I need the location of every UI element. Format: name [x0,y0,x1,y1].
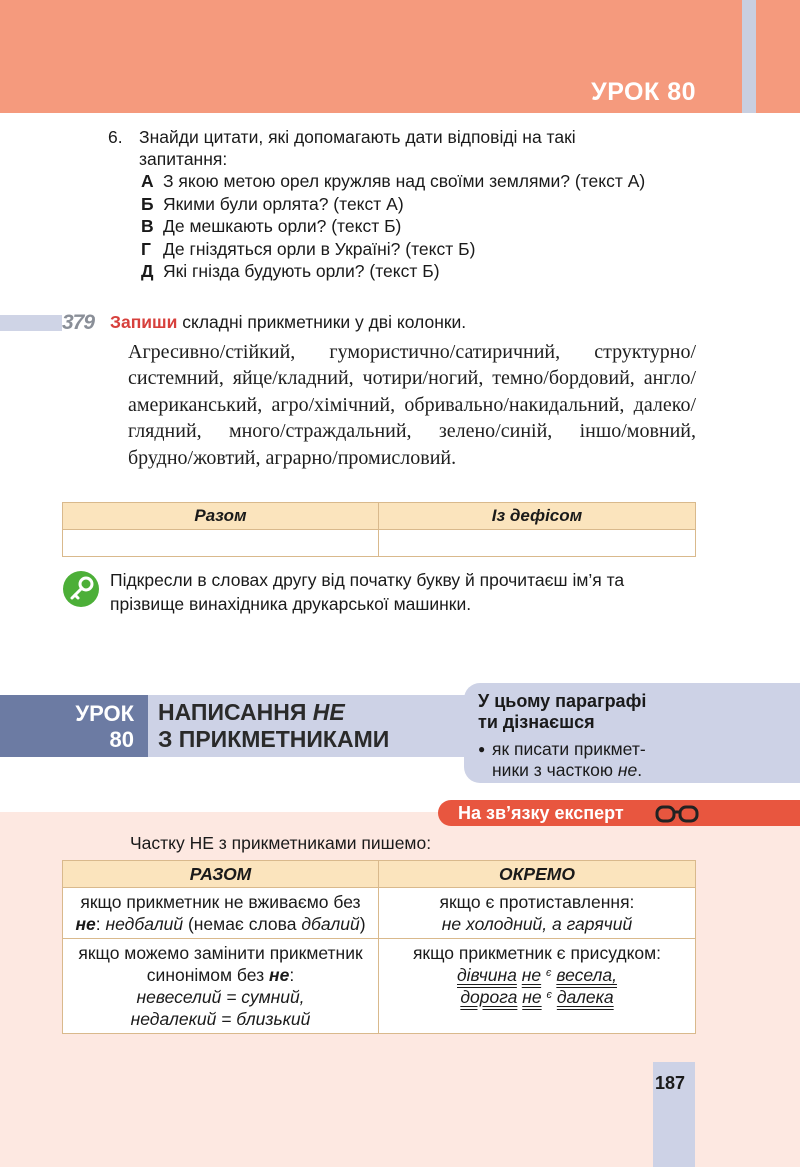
column-header: Разом [63,503,379,530]
exercise-marker-bar [0,315,62,331]
predicate-word: не [522,987,542,1007]
column-header: РАЗОМ [63,861,379,888]
rule-particle: не [75,914,96,934]
tip-text: Підкресли в словах другу від початку букву й прочитаєш ім’я та прізвище винахідника друкарської машинки. [110,570,625,614]
rule-cell-together [63,939,379,1034]
rule-text: якщо можемо замінити прикметник синонімом без [78,943,363,985]
learn-card-title-2: ти дізнаєшся [478,712,595,732]
learn-card-title: У цьому параграфі [478,691,647,711]
item-letter: Г [141,238,151,259]
task-number: 6. [108,127,123,147]
learn-item-text-2: ники з часткою [492,760,618,780]
lesson-title [148,695,468,757]
rule-text: якщо прикметник не вживаємо без [80,892,361,912]
lesson-badge-label: УРОК [75,701,134,726]
list-item [141,260,661,283]
rule-particle: не [269,965,290,985]
rule-cell-together [63,888,379,939]
rule-example: недбалий [105,914,184,934]
lesson-title-line2: З ПРИКМЕТНИКАМИ [158,726,390,752]
subject-word: дорога [460,987,518,1007]
omitted-verb: є [546,989,552,1001]
predicate-word: не [521,965,542,985]
question-list [141,170,661,283]
learn-item-end: . [637,760,643,780]
predicate-word: весела, [556,965,617,985]
exercise-words: Агресивно/стійкий, гумористично/сатиричний, структурно/системний, яйце/кладний, чотири/ногий, темно/бордовий, англо/американський, агро/хімічний, обривально/накидальний, далеко/глядний, много/страждальний, зелено/синій, іншо/мовний, брудно/жовтий, аграрно/промисловий. [128,341,696,469]
item-letter: Д [141,261,154,281]
list-item [141,193,661,216]
rule-cell-separate [379,888,696,939]
predicate-example [385,964,689,986]
predicate-word: далека [556,987,614,1007]
lesson-badge-number: 80 [109,727,134,752]
column-header: ОКРЕМО [379,861,696,888]
rule-example: дбалий [301,914,360,934]
item-text: Які гнізда будують орли? (текст Б) [163,261,440,281]
subject-word: дівчина [457,965,517,985]
rule-text: : [95,914,106,934]
lesson-title-part: НАПИСАННЯ [158,699,313,725]
item-letter: А [141,171,154,191]
list-item [141,238,661,261]
predicate-example [385,986,689,1008]
learn-item-particle: не [617,760,638,780]
rule-text: ) [359,914,366,934]
lesson-badge [0,695,148,757]
list-item [141,215,661,238]
header-gap [742,0,756,113]
rule-example: невеселий = сумний, [136,987,305,1007]
omitted-verb: є [546,967,552,979]
list-item [141,170,661,193]
rule-example: недалекий = близький [130,1009,311,1029]
item-text: Якими були орлята? (текст А) [163,193,404,214]
page-number: 187 [655,1073,686,1093]
answer-cell[interactable] [63,530,379,557]
page-lesson-label: УРОК 80 [591,78,696,106]
exercise-number: 379 [62,311,95,334]
column-header: Із дефісом [379,503,696,530]
item-text: Де мешкають орли? (текст Б) [163,216,402,236]
rule-cell-separate [379,939,696,1034]
rule-example: не холодний, а гарячий [441,914,633,934]
key-icon [63,571,99,607]
rule-text: якщо прикметник є присудком: [412,943,662,963]
glasses-icon [654,802,700,826]
table-row [63,888,696,939]
learn-card-item [478,739,786,781]
learn-item-text: як писати прикмет- [492,739,646,759]
rule-text: якщо є протиставлення: [439,892,635,912]
task-keyword: Запиши [110,312,178,332]
task-text: Знайди цитати, які допомагають дати відповіді на такі запитання: [139,127,576,169]
rules-intro: Частку НЕ з прикметниками пишемо: [130,833,432,853]
lesson-title-particle: НЕ [312,699,345,725]
rules-table [62,860,696,1034]
answer-table [62,502,696,557]
learn-card [464,683,800,783]
item-letter: Б [141,193,154,214]
task-text: складні прикметники у дві колонки. [177,312,467,332]
header-band-right [756,0,800,113]
rule-text: (немає слова [183,914,302,934]
table-row [63,939,696,1034]
rule-text: : [289,965,295,985]
exercise-task [110,312,466,333]
expert-tab: На зв’язку експерт [438,800,800,826]
item-text: З якою метою орел кружляв над своїми землями? (текст А) [163,171,646,191]
item-text: Де гніздяться орли в Україні? (текст Б) [163,238,476,259]
item-letter: В [141,216,154,236]
answer-cell[interactable] [379,530,696,557]
